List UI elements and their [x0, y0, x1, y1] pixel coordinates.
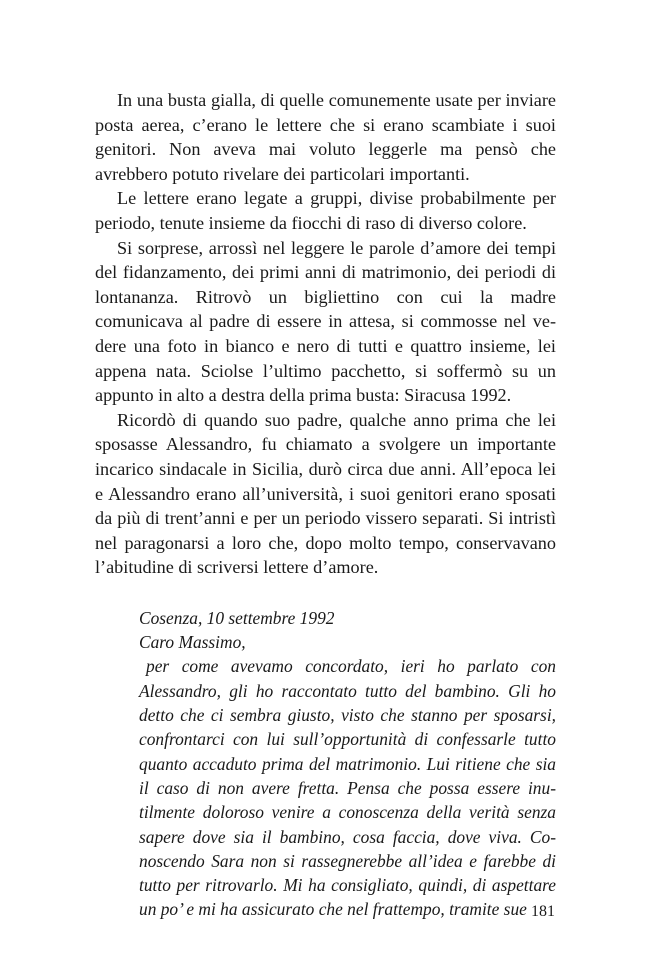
- book-page: [95, 88, 556, 922]
- paragraph: Le lettere erano legate a gruppi, divise probabilmente per periodo, tenute insieme da fiocchi di raso di diverso colore.: [95, 188, 556, 233]
- letter-salutation: Caro Massimo,: [139, 632, 246, 653]
- paragraph: Si sorprese, arrossì nel leggere le parole d’amore dei tempi del fidanzamento, dei primi anni di matrimonio, dei periodi di lontananza. Ritrovò un bigliettino con cui la madre comunicava al padre di essere in attesa, si commosse nel vedere una foto in bianco e nero di tutti e quattro insieme, lei appena nata. Sciolse l’ultimo pacchetto, si soffermò su un appunto in alto a destra della prima busta: Siracusa 1992.: [95, 237, 556, 406]
- narrative-text: [95, 88, 556, 580]
- letter-body-text: per come avevamo concordato, ieri ho parlato con Alessandro, gli ho raccontato tutto del bambino. Gli ho detto che ci sembra giusto, visto che stanno per sposarsi, confrontarci con lui sull’opportunità di confessarle tutto quanto accaduto prima del matrimonio. Lui ritiene che sia il caso di non avere fretta. Pensa che possa essere inutilmente doloroso venire a conoscenza della verità senza sapere dove sia il bambino, cosa faccia, dove viva. Conoscendo Sara non si rassegnerebbe all’idea e farebbe di tutto per ritrovarlo. Mi ha consigliato, quindi, di aspettare un po’ e mi ha assicurato che nel frattempo, tramite sue: [139, 656, 556, 920]
- paragraph: In una busta gialla, di quelle comunemente usate per inviare posta aerea, c’erano le lettere che si erano scambiate i suoi genitori. Non aveva mai voluto leggerle ma pensò che avrebbero potuto rivelare dei particolari importanti.: [95, 90, 556, 184]
- letter-body: [139, 654, 556, 921]
- page-number: 181: [531, 903, 555, 920]
- paragraph: Ricordò di quando suo padre, qualche anno prima che lei sposasse Alessandro, fu chiamato a svolgere un importante incarico sindacale in Sicilia, durò circa due anni. All’epoca lei e Alessandro erano all’università, i suoi genitori erano sposati da più di trent’anni e per un periodo vissero separati. Si intristì nel paragonarsi a loro che, dopo molto tempo, conservavano l’abitudine di scriversi lettere d’amore.: [95, 409, 556, 578]
- quoted-letter: [95, 606, 556, 922]
- letter-place-date: Cosenza, 10 settembre 1992: [139, 607, 335, 628]
